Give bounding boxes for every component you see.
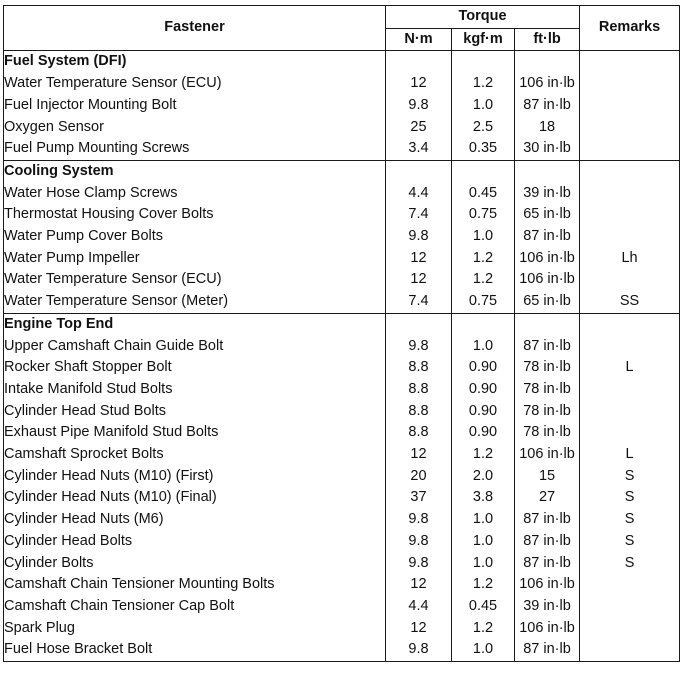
remarks-cell: L [580, 357, 680, 379]
torque-kgfm: 0.45 [452, 596, 515, 618]
table-row [4, 204, 680, 226]
unit-kgfm-header: kgf·m [452, 28, 515, 51]
section-empty-cell [386, 51, 452, 73]
fastener-header: Fastener [4, 6, 386, 51]
torque-nm: 12 [386, 73, 452, 95]
remarks-cell: S [580, 487, 680, 509]
fastener-name: Water Hose Clamp Screws [4, 183, 386, 205]
torque-nm: 8.8 [386, 401, 452, 423]
torque-nm: 8.8 [386, 422, 452, 444]
torque-ftlb: 106 in·lb [515, 73, 580, 95]
remarks-cell [580, 117, 680, 139]
torque-ftlb: 27 [515, 487, 580, 509]
remarks-cell [580, 204, 680, 226]
torque-kgfm: 0.90 [452, 357, 515, 379]
table-row [4, 269, 680, 291]
torque-ftlb: 106 in·lb [515, 618, 580, 640]
unit-ftlb-header: ft·lb [515, 28, 580, 51]
torque-kgfm: 1.2 [452, 574, 515, 596]
torque-nm: 12 [386, 574, 452, 596]
fastener-name: Intake Manifold Stud Bolts [4, 379, 386, 401]
table-row [4, 444, 680, 466]
section-empty-cell [452, 313, 515, 335]
section-title: Engine Top End [4, 313, 386, 335]
torque-kgfm: 2.0 [452, 466, 515, 488]
table-row [4, 596, 680, 618]
table-row [4, 379, 680, 401]
torque-ftlb: 87 in·lb [515, 509, 580, 531]
remarks-cell: S [580, 509, 680, 531]
remarks-cell [580, 226, 680, 248]
torque-kgfm: 1.0 [452, 95, 515, 117]
torque-header: Torque [386, 6, 580, 29]
fastener-name: Camshaft Sprocket Bolts [4, 444, 386, 466]
remarks-cell: S [580, 531, 680, 553]
remarks-cell [580, 183, 680, 205]
table-row [4, 357, 680, 379]
section-empty-cell [452, 160, 515, 182]
torque-kgfm: 0.90 [452, 422, 515, 444]
fastener-name: Camshaft Chain Tensioner Cap Bolt [4, 596, 386, 618]
fastener-name: Spark Plug [4, 618, 386, 640]
torque-nm: 4.4 [386, 183, 452, 205]
fastener-name: Fuel Pump Mounting Screws [4, 138, 386, 160]
fastener-name: Water Temperature Sensor (ECU) [4, 269, 386, 291]
torque-ftlb: 87 in·lb [515, 226, 580, 248]
section-row [4, 160, 680, 182]
torque-ftlb: 87 in·lb [515, 336, 580, 358]
torque-kgfm: 2.5 [452, 117, 515, 139]
fastener-name: Rocker Shaft Stopper Bolt [4, 357, 386, 379]
remarks-cell [580, 73, 680, 95]
fastener-name: Upper Camshaft Chain Guide Bolt [4, 336, 386, 358]
torque-ftlb: 106 in·lb [515, 248, 580, 270]
torque-kgfm: 1.2 [452, 269, 515, 291]
torque-nm: 12 [386, 618, 452, 640]
torque-kgfm: 1.0 [452, 509, 515, 531]
fastener-name: Oxygen Sensor [4, 117, 386, 139]
section-title: Cooling System [4, 160, 386, 182]
section-empty-cell [515, 160, 580, 182]
remarks-cell [580, 422, 680, 444]
section-empty-cell [515, 51, 580, 73]
torque-nm: 8.8 [386, 357, 452, 379]
section-title: Fuel System (DFI) [4, 51, 386, 73]
section-empty-cell [580, 313, 680, 335]
fastener-name: Fuel Hose Bracket Bolt [4, 639, 386, 661]
remarks-cell [580, 574, 680, 596]
table-row [4, 466, 680, 488]
torque-kgfm: 1.2 [452, 73, 515, 95]
table-row [4, 422, 680, 444]
table-row [4, 117, 680, 139]
table-row [4, 291, 680, 313]
remarks-cell [580, 639, 680, 661]
table-header [4, 6, 680, 51]
torque-nm: 12 [386, 248, 452, 270]
remarks-cell [580, 379, 680, 401]
section-empty-cell [580, 51, 680, 73]
section-empty-cell [386, 160, 452, 182]
torque-ftlb: 15 [515, 466, 580, 488]
torque-ftlb: 87 in·lb [515, 531, 580, 553]
fastener-name: Cylinder Bolts [4, 553, 386, 575]
table-row [4, 553, 680, 575]
table-row [4, 73, 680, 95]
torque-kgfm: 1.0 [452, 336, 515, 358]
torque-ftlb: 106 in·lb [515, 574, 580, 596]
remarks-cell [580, 401, 680, 423]
torque-ftlb: 18 [515, 117, 580, 139]
table-row [4, 639, 680, 661]
torque-ftlb: 78 in·lb [515, 401, 580, 423]
remarks-cell: S [580, 466, 680, 488]
torque-nm: 9.8 [386, 226, 452, 248]
fastener-name: Camshaft Chain Tensioner Mounting Bolts [4, 574, 386, 596]
torque-kgfm: 1.0 [452, 226, 515, 248]
section-empty-cell [386, 313, 452, 335]
remarks-cell [580, 618, 680, 640]
table-row [4, 226, 680, 248]
torque-kgfm: 1.2 [452, 248, 515, 270]
torque-ftlb: 87 in·lb [515, 639, 580, 661]
fastener-name: Cylinder Head Nuts (M10) (First) [4, 466, 386, 488]
fastener-name: Cylinder Head Nuts (M6) [4, 509, 386, 531]
torque-ftlb: 39 in·lb [515, 183, 580, 205]
remarks-cell: Lh [580, 248, 680, 270]
fastener-name: Water Temperature Sensor (Meter) [4, 291, 386, 313]
torque-nm: 25 [386, 117, 452, 139]
table-row [4, 248, 680, 270]
torque-ftlb: 65 in·lb [515, 291, 580, 313]
torque-nm: 4.4 [386, 596, 452, 618]
torque-nm: 7.4 [386, 204, 452, 226]
torque-kgfm: 0.45 [452, 183, 515, 205]
torque-nm: 7.4 [386, 291, 452, 313]
torque-ftlb: 106 in·lb [515, 269, 580, 291]
torque-nm: 9.8 [386, 336, 452, 358]
remarks-cell: SS [580, 291, 680, 313]
remarks-cell: S [580, 553, 680, 575]
section-row [4, 51, 680, 73]
fastener-name: Cylinder Head Stud Bolts [4, 401, 386, 423]
torque-nm: 3.4 [386, 138, 452, 160]
section-empty-cell [580, 160, 680, 182]
torque-ftlb: 78 in·lb [515, 379, 580, 401]
table-row [4, 531, 680, 553]
torque-ftlb: 106 in·lb [515, 444, 580, 466]
torque-ftlb: 78 in·lb [515, 357, 580, 379]
torque-kgfm: 0.90 [452, 401, 515, 423]
torque-nm: 9.8 [386, 553, 452, 575]
remarks-cell [580, 138, 680, 160]
torque-kgfm: 0.75 [452, 204, 515, 226]
section-empty-cell [452, 51, 515, 73]
table-row [4, 183, 680, 205]
section-row [4, 313, 680, 335]
torque-ftlb: 39 in·lb [515, 596, 580, 618]
table-row [4, 487, 680, 509]
fastener-name: Cylinder Head Nuts (M10) (Final) [4, 487, 386, 509]
torque-ftlb: 30 in·lb [515, 138, 580, 160]
torque-ftlb: 87 in·lb [515, 95, 580, 117]
torque-kgfm: 1.0 [452, 531, 515, 553]
torque-nm: 9.8 [386, 531, 452, 553]
fastener-name: Water Temperature Sensor (ECU) [4, 73, 386, 95]
table-row [4, 509, 680, 531]
torque-nm: 9.8 [386, 95, 452, 117]
torque-ftlb: 78 in·lb [515, 422, 580, 444]
torque-ftlb: 87 in·lb [515, 553, 580, 575]
table-row [4, 574, 680, 596]
remarks-cell: L [580, 444, 680, 466]
torque-kgfm: 1.0 [452, 639, 515, 661]
remarks-cell [580, 336, 680, 358]
torque-kgfm: 0.35 [452, 138, 515, 160]
table-row [4, 401, 680, 423]
remarks-cell [580, 95, 680, 117]
remarks-header: Remarks [580, 6, 680, 51]
torque-kgfm: 1.2 [452, 444, 515, 466]
torque-nm: 12 [386, 444, 452, 466]
table-row [4, 138, 680, 160]
torque-nm: 8.8 [386, 379, 452, 401]
remarks-cell [580, 269, 680, 291]
section-empty-cell [515, 313, 580, 335]
torque-kgfm: 0.90 [452, 379, 515, 401]
table-row [4, 95, 680, 117]
fastener-name: Cylinder Head Bolts [4, 531, 386, 553]
fastener-name: Exhaust Pipe Manifold Stud Bolts [4, 422, 386, 444]
unit-nm-header: N·m [386, 28, 452, 51]
table-body [4, 51, 680, 662]
fastener-name: Water Pump Impeller [4, 248, 386, 270]
fastener-name: Water Pump Cover Bolts [4, 226, 386, 248]
torque-nm: 12 [386, 269, 452, 291]
fastener-name: Fuel Injector Mounting Bolt [4, 95, 386, 117]
table-row [4, 336, 680, 358]
fastener-name: Thermostat Housing Cover Bolts [4, 204, 386, 226]
torque-spec-table [3, 5, 680, 662]
table-row [4, 618, 680, 640]
torque-nm: 9.8 [386, 639, 452, 661]
torque-kgfm: 3.8 [452, 487, 515, 509]
torque-kgfm: 1.0 [452, 553, 515, 575]
torque-kgfm: 0.75 [452, 291, 515, 313]
torque-kgfm: 1.2 [452, 618, 515, 640]
torque-nm: 37 [386, 487, 452, 509]
torque-ftlb: 65 in·lb [515, 204, 580, 226]
torque-nm: 20 [386, 466, 452, 488]
torque-nm: 9.8 [386, 509, 452, 531]
remarks-cell [580, 596, 680, 618]
